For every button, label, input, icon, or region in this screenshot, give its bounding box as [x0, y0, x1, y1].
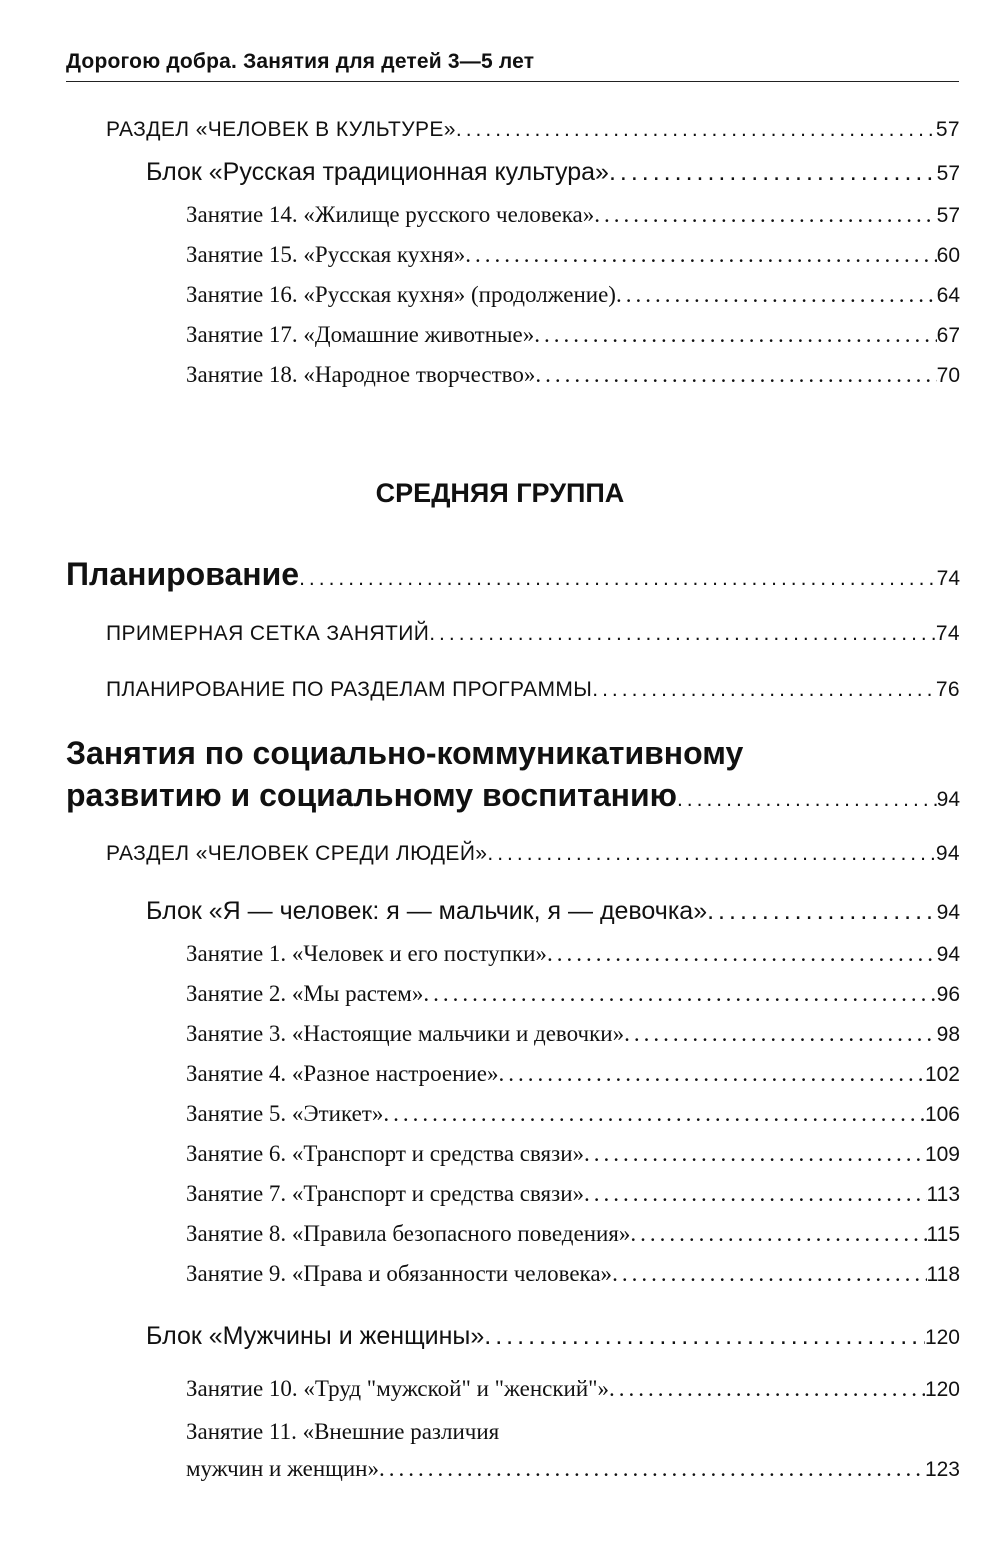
toc-page-number: 123	[924, 1458, 960, 1481]
toc-lesson	[186, 1061, 960, 1087]
toc-lesson	[186, 1261, 960, 1287]
toc-title: Занятие 10. «Труд "мужской" и "женский"»	[186, 1376, 610, 1401]
dot-leader	[379, 1456, 925, 1482]
dot-leader	[535, 362, 936, 388]
dot-leader	[594, 202, 936, 228]
toc-title: Занятие 16. «Русская кухня» (продолжение)	[186, 282, 616, 307]
toc-page-number: 118	[926, 1263, 960, 1286]
dot-leader	[299, 567, 937, 591]
toc-page-number: 113	[926, 1183, 960, 1206]
dot-leader	[612, 1261, 926, 1287]
toc-lesson	[186, 202, 960, 228]
toc-title: Занятие 17. «Домашние животные»	[186, 322, 535, 347]
dot-leader	[584, 1141, 925, 1167]
toc-lesson	[186, 1376, 960, 1402]
toc-lesson	[186, 1141, 960, 1167]
toc-block-men-women	[146, 1322, 960, 1351]
toc-lesson	[186, 981, 960, 1007]
toc-block-boy-girl	[146, 897, 960, 926]
toc-section	[106, 678, 960, 702]
toc-chapter-social	[66, 777, 960, 814]
dot-leader	[429, 622, 936, 646]
toc-lesson-title-line1: Занятие 11. «Внешние различия	[186, 1419, 500, 1444]
dot-leader	[498, 1061, 925, 1087]
toc-lesson	[186, 282, 960, 308]
toc-lesson	[186, 1221, 960, 1247]
toc-page-number: 94	[936, 901, 960, 924]
toc-title: Блок «Я — человек: я — мальчик, я — девочка»	[146, 897, 708, 925]
toc-title: Занятие 9. «Права и обязанности человека»	[186, 1261, 613, 1286]
toc-page-number: 57	[936, 162, 960, 185]
toc-page-number: 64	[936, 284, 960, 307]
toc-page-number: 94	[936, 943, 960, 966]
group-heading: СРЕДНЯЯ ГРУППА	[375, 478, 625, 508]
dot-leader	[383, 1101, 925, 1127]
toc-title: Занятие 18. «Народное творчество»	[186, 362, 536, 387]
toc-block-russian-culture	[146, 158, 960, 187]
toc-title: ПРИМЕРНАЯ СЕТКА ЗАНЯТИЙ	[106, 622, 430, 645]
dot-leader	[584, 1181, 926, 1207]
toc-title: Занятие 2. «Мы растем»	[186, 981, 424, 1006]
toc-lesson	[186, 1181, 960, 1207]
dot-leader	[456, 118, 936, 142]
dot-leader	[609, 1376, 925, 1402]
dot-leader	[677, 788, 937, 812]
header-rule	[66, 81, 959, 82]
toc-title: Занятие 4. «Разное настроение»	[186, 1061, 499, 1086]
toc-title: Планирование	[66, 556, 300, 592]
toc-lesson	[186, 1101, 960, 1127]
toc-title: Занятие 15. «Русская кухня»	[186, 242, 466, 267]
dot-leader	[707, 897, 937, 926]
toc-section	[106, 622, 960, 646]
toc-page-number: 102	[924, 1063, 960, 1086]
toc-lesson	[186, 941, 960, 967]
dot-leader	[630, 1221, 926, 1247]
toc-section-culture	[106, 118, 960, 142]
toc-page-number: 120	[924, 1326, 960, 1349]
toc-title: Занятие 6. «Транспорт и средства связи»	[186, 1141, 585, 1166]
toc-section-people	[106, 842, 960, 866]
toc-chapter-title-line1: Занятия по социально-коммуникативному	[66, 735, 744, 771]
toc-page-number: 98	[936, 1023, 960, 1046]
dot-leader	[465, 242, 936, 268]
dot-leader	[616, 282, 937, 308]
toc-lesson	[186, 322, 960, 348]
toc-title: Занятие 1. «Человек и его поступки»	[186, 941, 547, 966]
toc-page-number: 60	[936, 244, 960, 267]
dot-leader	[624, 1021, 937, 1047]
toc-page-number: 57	[936, 204, 960, 227]
dot-leader	[487, 842, 935, 866]
toc-title: ПЛАНИРОВАНИЕ ПО РАЗДЕЛАМ ПРОГРАММЫ	[106, 678, 593, 701]
dot-leader	[547, 941, 937, 967]
toc-page-number: 94	[936, 788, 960, 811]
dot-leader	[484, 1322, 925, 1351]
toc-title: Занятие 3. «Настоящие мальчики и девочки»	[186, 1021, 625, 1046]
toc-title: РАЗДЕЛ «ЧЕЛОВЕК СРЕДИ ЛЮДЕЙ»	[106, 842, 488, 865]
toc-title: Блок «Русская традиционная культура»	[146, 158, 609, 186]
toc-page-number: 70	[936, 364, 960, 387]
toc-lesson	[186, 1456, 960, 1482]
toc-title: мужчин и женщин»	[186, 1456, 379, 1481]
toc-title: развитию и социальному воспитанию	[66, 777, 677, 813]
toc-page-number: 96	[936, 983, 960, 1006]
dot-leader	[592, 678, 936, 702]
dot-leader	[609, 158, 937, 187]
toc-title: Занятие 14. «Жилище русского человека»	[186, 202, 595, 227]
dot-leader	[534, 322, 936, 348]
toc-page-number: 109	[924, 1143, 960, 1166]
toc-chapter-planning	[66, 556, 960, 593]
toc-title: Блок «Мужчины и женщины»	[146, 1322, 485, 1350]
toc-lesson	[186, 1021, 960, 1047]
toc-page-number: 74	[935, 622, 960, 645]
toc-title: Занятие 7. «Транспорт и средства связи»	[186, 1181, 585, 1206]
toc-page-number: 120	[924, 1378, 960, 1401]
dot-leader	[423, 981, 936, 1007]
running-header: Дорогою добра. Занятия для детей 3—5 лет	[66, 50, 535, 73]
toc-lesson	[186, 242, 960, 268]
toc-page-number: 94	[935, 842, 960, 865]
toc-page-number: 115	[926, 1223, 960, 1246]
toc-page-number: 106	[924, 1103, 960, 1126]
toc-page-number: 57	[935, 118, 960, 141]
toc-title: Занятие 5. «Этикет»	[186, 1101, 384, 1126]
toc-lesson	[186, 362, 960, 388]
toc-page-number: 76	[935, 678, 960, 701]
toc-page-number: 67	[936, 324, 960, 347]
toc-title: Занятие 8. «Правила безопасного поведения»	[186, 1221, 631, 1246]
toc-title: РАЗДЕЛ «ЧЕЛОВЕК В КУЛЬТУРЕ»	[106, 118, 456, 141]
toc-page-number: 74	[936, 567, 960, 590]
